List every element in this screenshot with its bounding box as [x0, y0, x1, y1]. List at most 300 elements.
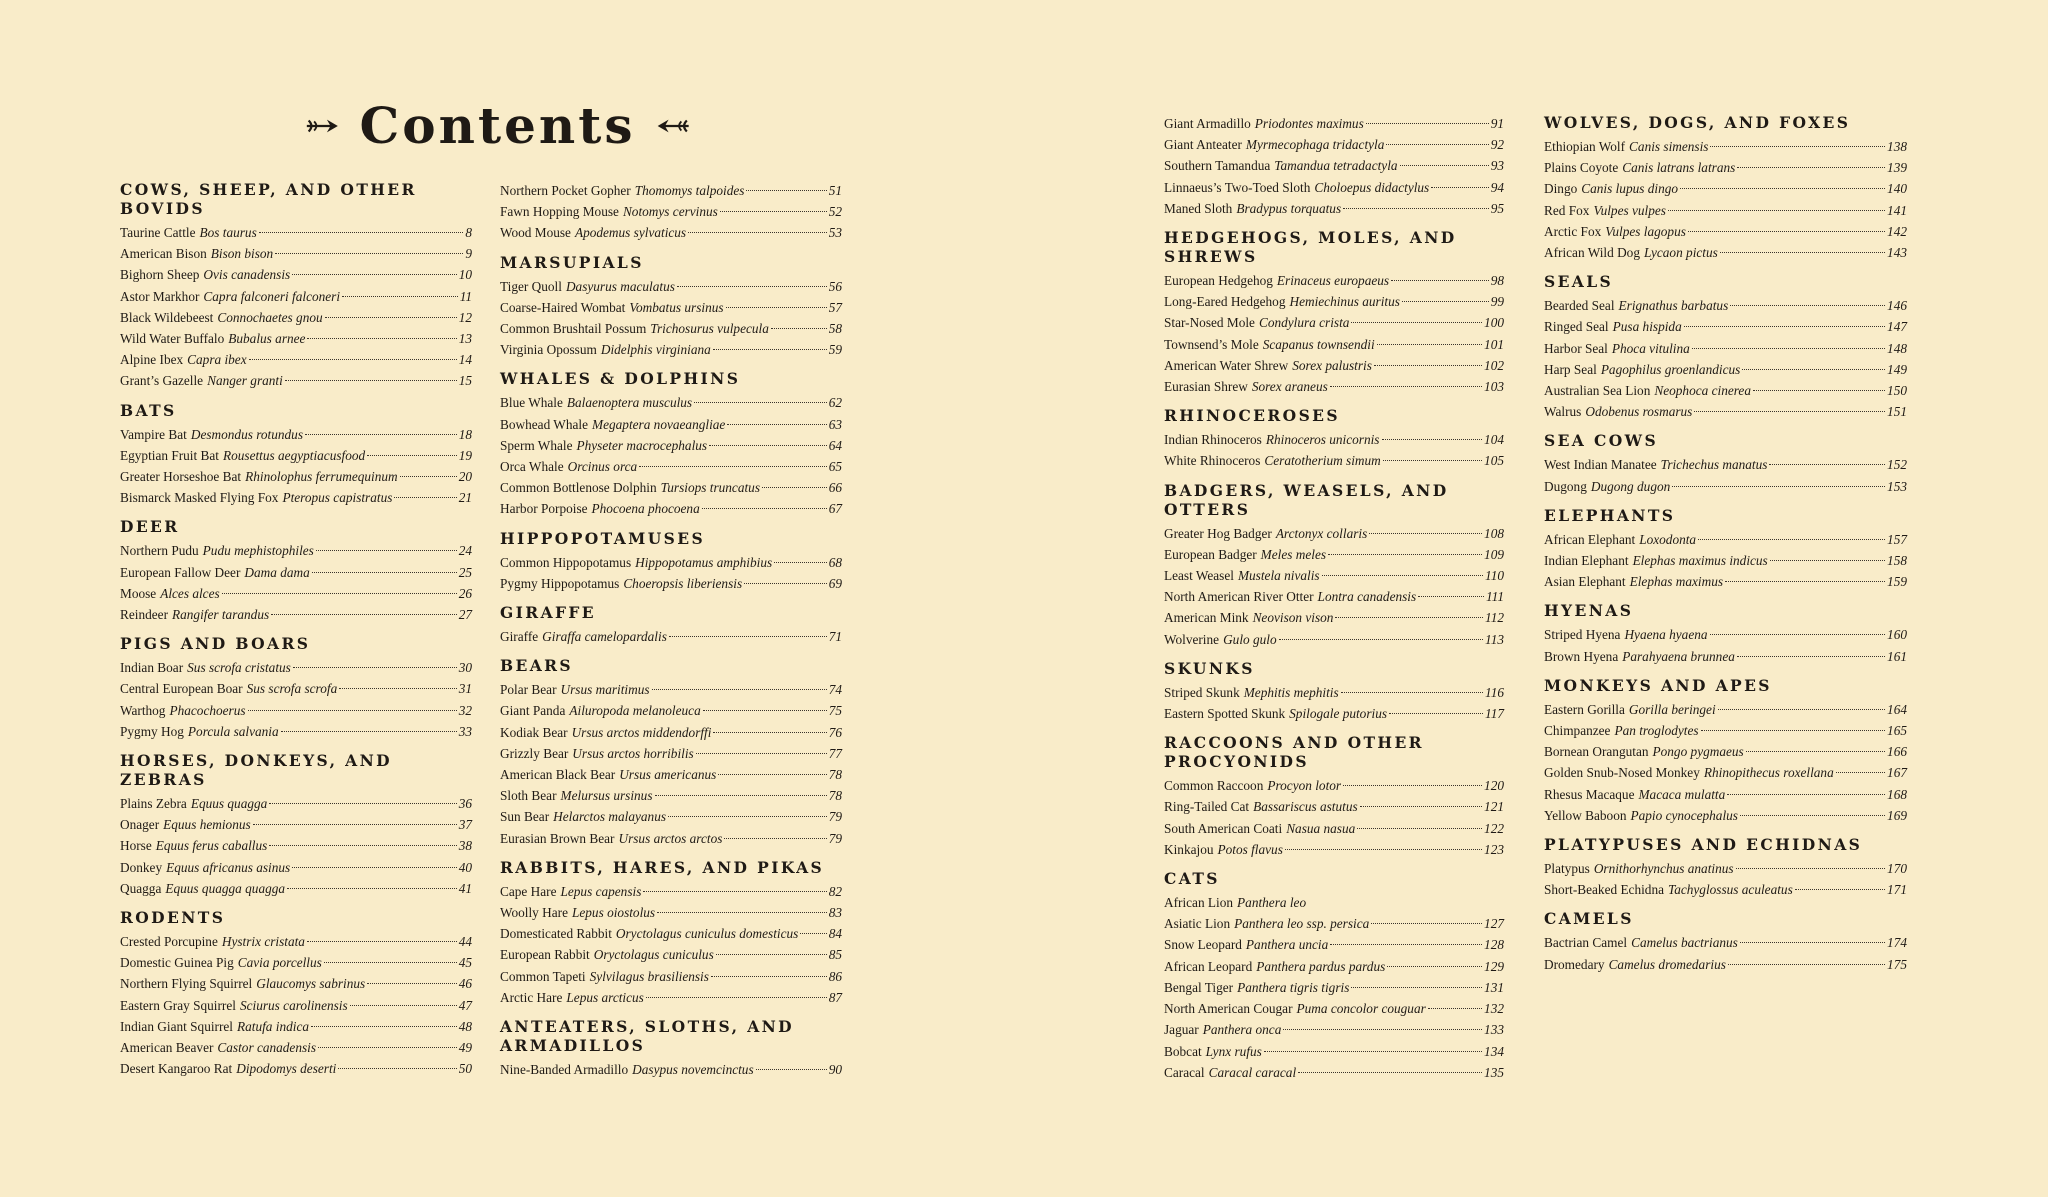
toc-entry[interactable]: [1544, 157, 1907, 178]
toc-entry[interactable]: [1164, 1041, 1504, 1062]
scientific-name: Ovis canadensis: [203, 267, 291, 283]
dot-leader: [1718, 709, 1885, 710]
toc-entry[interactable]: [1544, 316, 1907, 337]
common-name: European Fallow Deer: [120, 564, 241, 580]
toc-entry[interactable]: [1544, 858, 1907, 879]
common-name: Dingo: [1544, 181, 1578, 197]
toc-entry[interactable]: [1164, 565, 1504, 586]
toc-entry[interactable]: [1544, 571, 1907, 592]
common-name: Orca Whale: [500, 459, 564, 475]
toc-entry[interactable]: [1544, 476, 1907, 497]
dot-leader: [696, 753, 827, 754]
toc-entry[interactable]: [120, 370, 472, 391]
toc-entry[interactable]: [120, 973, 472, 994]
toc-entry[interactable]: [1164, 682, 1504, 703]
page-number: 84: [828, 926, 842, 942]
page-number: 159: [1887, 574, 1907, 590]
toc-entry[interactable]: [120, 583, 472, 604]
toc-entry[interactable]: [120, 793, 472, 814]
page-number: 111: [1486, 589, 1504, 605]
toc-entry[interactable]: [120, 424, 472, 445]
dot-leader: [1377, 344, 1482, 345]
toc-entry[interactable]: [1164, 586, 1504, 607]
dot-leader: [1418, 596, 1484, 597]
scientific-name: Camelus dromedarius: [1608, 956, 1726, 972]
toc-entry[interactable]: [1164, 934, 1504, 955]
scientific-name: Nasua nasua: [1286, 820, 1356, 836]
toc-entry[interactable]: [120, 604, 472, 625]
common-name: Kodiak Bear: [500, 724, 568, 740]
dot-leader: [307, 941, 457, 942]
scientific-name: Hemiechinus auritus: [1289, 294, 1400, 310]
toc-entry[interactable]: [1544, 762, 1907, 783]
section-heading-line: WHALES & DOLPHINS: [500, 369, 741, 389]
dot-leader: [1330, 944, 1482, 945]
toc-entry[interactable]: [1544, 200, 1907, 221]
page-number: 116: [1485, 684, 1504, 700]
toc-entry[interactable]: [1164, 134, 1504, 155]
toc-entry[interactable]: [1544, 805, 1907, 826]
toc-entry[interactable]: [1164, 629, 1504, 650]
toc-entry[interactable]: [500, 923, 842, 944]
page-number: 129: [1484, 958, 1504, 974]
common-name: Indian Elephant: [1544, 553, 1629, 569]
toc-column-4: [1544, 113, 1907, 975]
toc-entry[interactable]: [120, 700, 472, 721]
toc-entry[interactable]: [120, 466, 472, 487]
toc-entry[interactable]: [1164, 450, 1504, 471]
section-heading-line: CAMELS: [1544, 909, 1634, 929]
dot-leader: [1753, 390, 1885, 391]
common-name: Blue Whale: [500, 395, 563, 411]
page-number: 85: [828, 947, 842, 963]
section-heading-line: RACCOONS AND OTHER: [1164, 733, 1424, 753]
common-name: Bismarck Masked Flying Fox: [120, 490, 279, 506]
dot-leader: [324, 962, 457, 963]
common-name: Australian Sea Lion: [1544, 383, 1651, 399]
toc-entry[interactable]: [1164, 796, 1504, 817]
toc-entry[interactable]: [120, 264, 472, 285]
common-name: North American Cougar: [1164, 1001, 1293, 1017]
section-heading: [120, 742, 472, 793]
page-number: 100: [1484, 315, 1504, 331]
toc-entry[interactable]: [1164, 270, 1504, 291]
dot-leader: [1285, 849, 1482, 850]
dot-leader: [1283, 1029, 1482, 1030]
page-number: 170: [1887, 861, 1907, 877]
toc-entry[interactable]: [1164, 376, 1504, 397]
dot-leader: [307, 338, 456, 339]
common-name: Polar Bear: [500, 682, 557, 698]
page-number: 30: [458, 660, 472, 676]
dot-leader: [655, 795, 827, 796]
toc-entry[interactable]: [1164, 355, 1504, 376]
dot-leader: [1692, 348, 1885, 349]
toc-entry[interactable]: [120, 328, 472, 349]
common-name: Linnaeus’s Two-Toed Sloth: [1164, 179, 1311, 195]
scientific-name: Gulo gulo: [1223, 631, 1277, 647]
section-heading: [120, 180, 472, 222]
page-number: 52: [828, 204, 842, 220]
common-name: Ethiopian Wolf: [1544, 139, 1626, 154]
page-number: 14: [458, 352, 472, 368]
toc-entry[interactable]: [500, 414, 842, 435]
page-number: 67: [828, 501, 842, 517]
toc-entry[interactable]: [500, 902, 842, 923]
common-name: American Water Shrew: [1164, 357, 1289, 373]
toc-entry[interactable]: [500, 987, 842, 1008]
section-heading: [1544, 422, 1907, 454]
toc-entry[interactable]: [500, 722, 842, 743]
dot-leader: [1737, 656, 1885, 657]
common-name: Taurine Cattle: [120, 225, 196, 240]
toc-entry[interactable]: [1164, 956, 1504, 977]
toc-entry[interactable]: [500, 339, 842, 360]
toc-entry[interactable]: [1544, 646, 1907, 667]
common-name: Walrus: [1544, 404, 1582, 420]
toc-entry[interactable]: [1164, 544, 1504, 565]
toc-entry[interactable]: [120, 1058, 472, 1079]
scientific-name: Physeter macrocephalus: [576, 437, 708, 453]
page-number: 76: [828, 724, 842, 740]
toc-entry[interactable]: [1544, 359, 1907, 380]
dot-leader: [1279, 639, 1483, 640]
scientific-name: Puma concolor couguar: [1296, 1001, 1426, 1017]
toc-entry[interactable]: [1544, 338, 1907, 359]
toc-entry[interactable]: [1164, 913, 1504, 934]
toc-entry[interactable]: [500, 743, 842, 764]
scientific-name: Oryctolagus cuniculus: [593, 947, 714, 963]
toc-entry[interactable]: [1544, 624, 1907, 645]
toc-entry[interactable]: [120, 878, 472, 899]
toc-entry[interactable]: [120, 445, 472, 466]
toc-entry[interactable]: [1164, 998, 1504, 1019]
page-number: 152: [1887, 457, 1907, 473]
toc-entry[interactable]: [1544, 529, 1907, 550]
scientific-name: Bassariscus astutus: [1253, 799, 1358, 815]
toc-entry[interactable]: [120, 1037, 472, 1058]
scientific-name: Potos flavus: [1217, 841, 1283, 857]
toc-entry[interactable]: [1164, 429, 1504, 450]
common-name: Quagga: [120, 880, 162, 896]
toc-entry[interactable]: [1164, 113, 1504, 134]
common-name: Harbor Seal: [1544, 340, 1608, 356]
scientific-name: Tachyglossus aculeatus: [1668, 882, 1793, 898]
toc-entry[interactable]: [500, 679, 842, 700]
dot-leader: [1688, 231, 1885, 232]
toc-entry[interactable]: [500, 552, 842, 573]
dot-leader: [1386, 144, 1488, 145]
toc-entry[interactable]: [120, 657, 472, 678]
page-number: 58: [828, 321, 842, 337]
common-name: Northern Pocket Gopher: [500, 183, 631, 198]
scientific-name: Ursus arctos horribilis: [572, 745, 694, 761]
toc-entry[interactable]: [1544, 932, 1907, 953]
arrow-right-ornament-icon: [305, 115, 341, 137]
dot-leader: [771, 328, 827, 329]
common-name: Pygmy Hippopotamus: [500, 575, 620, 591]
toc-entry[interactable]: [500, 828, 842, 849]
page-number: 9: [465, 246, 472, 262]
section-heading-line: RHINOCEROSES: [1164, 406, 1340, 426]
toc-entry[interactable]: [1544, 699, 1907, 720]
scientific-name: Orcinus orca: [567, 459, 638, 475]
dot-leader: [800, 933, 826, 934]
dot-leader: [1374, 365, 1482, 366]
scientific-name: Hystrix cristata: [221, 934, 305, 950]
toc-entry[interactable]: [120, 307, 472, 328]
toc-entry[interactable]: [500, 700, 842, 721]
toc-entry[interactable]: [120, 349, 472, 370]
toc-entry[interactable]: [1164, 892, 1504, 913]
dot-leader: [318, 1047, 457, 1048]
common-name: European Rabbit: [500, 947, 590, 963]
dot-leader: [248, 710, 457, 711]
scientific-name: Hyaena hyaena: [1624, 627, 1708, 643]
toc-entry[interactable]: [1164, 291, 1504, 312]
toc-entry[interactable]: [120, 487, 472, 508]
page-number: 120: [1484, 778, 1504, 794]
common-name: Bighorn Sheep: [120, 267, 200, 283]
toc-entry[interactable]: [120, 540, 472, 561]
toc-entry[interactable]: [500, 392, 842, 413]
page-number: 78: [828, 788, 842, 804]
common-name: Least Weasel: [1164, 568, 1234, 584]
page-number: 11: [459, 288, 472, 304]
section-heading: [1544, 592, 1907, 624]
dot-leader: [1727, 794, 1885, 795]
page-number: 79: [828, 830, 842, 846]
page-number: 91: [1490, 116, 1504, 131]
section-heading-line: COWS, SHEEP, AND OTHER: [120, 180, 417, 199]
toc-entry[interactable]: [500, 201, 842, 222]
dot-leader: [709, 445, 827, 446]
common-name: Bearded Seal: [1544, 298, 1615, 314]
toc-entry[interactable]: [500, 626, 842, 647]
dot-leader: [1746, 751, 1885, 752]
toc-entry[interactable]: [500, 1059, 842, 1080]
toc-entry[interactable]: [1164, 177, 1504, 198]
toc-entry[interactable]: [1544, 741, 1907, 762]
dot-leader: [1389, 713, 1483, 714]
dot-leader: [716, 954, 827, 955]
toc-section: [500, 594, 842, 647]
toc-entry[interactable]: [1164, 1019, 1504, 1040]
toc-entry[interactable]: [1544, 550, 1907, 571]
section-heading-line: ARMADILLOS: [500, 1036, 646, 1056]
section-heading-line: ELEPHANTS: [1544, 505, 1676, 525]
page-number: 27: [458, 607, 472, 623]
page-number: 138: [1887, 139, 1907, 154]
scientific-name: Papio cynocephalus: [1630, 807, 1738, 823]
toc-entry[interactable]: [1544, 720, 1907, 741]
page-title: [305, 96, 690, 156]
scientific-name: Helarctos malayanus: [553, 809, 667, 825]
toc-entry[interactable]: [120, 995, 472, 1016]
page-number: 104: [1484, 432, 1504, 448]
common-name: Wild Water Buffalo: [120, 331, 225, 347]
page-number: 12: [458, 309, 472, 325]
common-name: West Indian Manatee: [1544, 457, 1657, 473]
common-name: Sloth Bear: [500, 788, 557, 804]
dot-leader: [639, 466, 827, 467]
toc-section: [1164, 113, 1504, 219]
toc-entry[interactable]: [120, 1016, 472, 1037]
dot-leader: [703, 710, 827, 711]
toc-entry[interactable]: [1544, 784, 1907, 805]
toc-entry[interactable]: [1164, 977, 1504, 998]
dot-leader: [271, 614, 457, 615]
page-number: 108: [1484, 525, 1504, 541]
common-name: Striped Skunk: [1164, 684, 1240, 700]
toc-entry[interactable]: [120, 243, 472, 264]
toc-section: [1544, 113, 1907, 263]
scientific-name: Trichosurus vulpecula: [650, 321, 769, 337]
dot-leader: [713, 732, 826, 733]
scientific-name: Sorex araneus: [1251, 379, 1328, 395]
common-name: Asiatic Lion: [1164, 916, 1231, 932]
toc-entry[interactable]: [1164, 1062, 1504, 1083]
scientific-name: Mustela nivalis: [1237, 568, 1320, 584]
dot-leader: [1335, 617, 1483, 618]
toc-entry[interactable]: [1164, 839, 1504, 860]
toc-entry[interactable]: [1544, 136, 1907, 157]
page-number: 146: [1887, 298, 1907, 314]
toc-section: [120, 508, 472, 625]
dot-leader: [727, 424, 826, 425]
toc-entry[interactable]: [500, 276, 842, 297]
scientific-name: Dipodomys deserti: [236, 1061, 337, 1077]
toc-entry[interactable]: [1544, 954, 1907, 975]
toc-entry[interactable]: [1164, 155, 1504, 176]
toc-entry[interactable]: [1544, 454, 1907, 475]
dot-leader: [1322, 575, 1483, 576]
toc-entry[interactable]: [500, 318, 842, 339]
scientific-name: Ursus arctos middendorffi: [571, 724, 712, 740]
toc-entry[interactable]: [500, 456, 842, 477]
page-number: 168: [1887, 786, 1907, 802]
common-name: Eastern Spotted Skunk: [1164, 706, 1286, 722]
section-heading: [120, 899, 472, 931]
dot-leader: [657, 912, 827, 913]
toc-entry[interactable]: [500, 764, 842, 785]
toc-entry[interactable]: [1164, 818, 1504, 839]
scientific-name: Capra ibex: [187, 352, 247, 368]
dot-leader: [744, 583, 827, 584]
section-heading-line: GIRAFFE: [500, 603, 597, 623]
toc-entry[interactable]: [1164, 703, 1504, 724]
scientific-name: Panthera leo: [1237, 895, 1307, 911]
page-number: 50: [458, 1061, 472, 1077]
scientific-name: Panthera leo ssp. persica: [1234, 916, 1370, 932]
toc-entry[interactable]: [500, 573, 842, 594]
toc-entry[interactable]: [500, 180, 842, 201]
common-name: Giant Armadillo: [1164, 116, 1251, 131]
scientific-name: Sus scrofa cristatus: [187, 660, 291, 676]
dot-leader: [275, 253, 463, 254]
toc-entry[interactable]: [120, 286, 472, 307]
toc-entry[interactable]: [1164, 775, 1504, 796]
section-heading-line: PLATYPUSES AND ECHIDNAS: [1544, 835, 1863, 855]
dot-leader: [694, 402, 827, 403]
dot-leader: [756, 1069, 827, 1070]
toc-entry[interactable]: [500, 498, 842, 519]
page-number: 56: [828, 278, 842, 294]
common-name: Reindeer: [120, 607, 168, 623]
toc-entry[interactable]: [1164, 312, 1504, 333]
scientific-name: Equus ferus caballus: [155, 838, 268, 854]
toc-entry[interactable]: [120, 222, 472, 243]
dot-leader: [1400, 165, 1489, 166]
common-name: Indian Boar: [120, 660, 184, 676]
scientific-name: Sylvilagus brasiliensis: [589, 968, 709, 984]
toc-entry[interactable]: [1164, 607, 1504, 628]
toc-entry[interactable]: [1164, 334, 1504, 355]
toc-entry[interactable]: [1544, 221, 1907, 242]
toc-entry[interactable]: [120, 814, 472, 835]
dot-leader: [400, 476, 457, 477]
dot-leader: [718, 774, 826, 775]
toc-entry[interactable]: [1544, 242, 1907, 263]
page-number: 132: [1484, 1001, 1504, 1017]
toc-entry[interactable]: [1164, 523, 1504, 544]
scientific-name: Sciurus carolinensis: [239, 997, 348, 1013]
toc-entry[interactable]: [120, 931, 472, 952]
toc-entry[interactable]: [1544, 401, 1907, 422]
dot-leader: [1357, 828, 1482, 829]
toc-entry[interactable]: [1544, 879, 1907, 900]
toc-entry[interactable]: [120, 835, 472, 856]
common-name: Plains Coyote: [1544, 160, 1619, 176]
common-name: White Rhinoceros: [1164, 453, 1261, 469]
toc-section: [120, 625, 472, 742]
page-number: 68: [828, 554, 842, 570]
toc-entry[interactable]: [500, 966, 842, 987]
scientific-name: Glaucomys sabrinus: [256, 976, 366, 992]
toc-entry[interactable]: [500, 435, 842, 456]
section-heading-line: HIPPOPOTAMUSES: [500, 528, 706, 548]
toc-entry[interactable]: [1544, 380, 1907, 401]
page-number: 13: [458, 331, 472, 347]
scientific-name: Neovison vison: [1252, 610, 1334, 626]
toc-entry[interactable]: [500, 477, 842, 498]
scientific-name: Meles meles: [1260, 546, 1327, 562]
toc-entry[interactable]: [1544, 295, 1907, 316]
toc-entry[interactable]: [120, 562, 472, 583]
dot-leader: [1684, 326, 1885, 327]
scientific-name: Condylura crista: [1258, 315, 1350, 331]
toc-entry[interactable]: [500, 806, 842, 827]
toc-entry[interactable]: [120, 857, 472, 878]
scientific-name: Canis simensis: [1629, 139, 1709, 154]
section-heading: [1544, 667, 1907, 699]
toc-entry[interactable]: [1164, 198, 1504, 219]
toc-entry[interactable]: [500, 944, 842, 965]
section-heading-line: SEA COWS: [1544, 431, 1659, 451]
toc-entry[interactable]: [500, 222, 842, 243]
toc-entry[interactable]: [120, 678, 472, 699]
toc-entry[interactable]: [500, 881, 842, 902]
toc-entry[interactable]: [120, 952, 472, 973]
common-name: Warthog: [120, 702, 166, 718]
toc-entry[interactable]: [500, 785, 842, 806]
scientific-name: Dasyurus maculatus: [565, 278, 675, 294]
toc-entry[interactable]: [500, 297, 842, 318]
toc-section: [1164, 860, 1504, 1083]
toc-entry[interactable]: [120, 721, 472, 742]
toc-section: [1164, 472, 1504, 650]
toc-entry[interactable]: [1544, 178, 1907, 199]
